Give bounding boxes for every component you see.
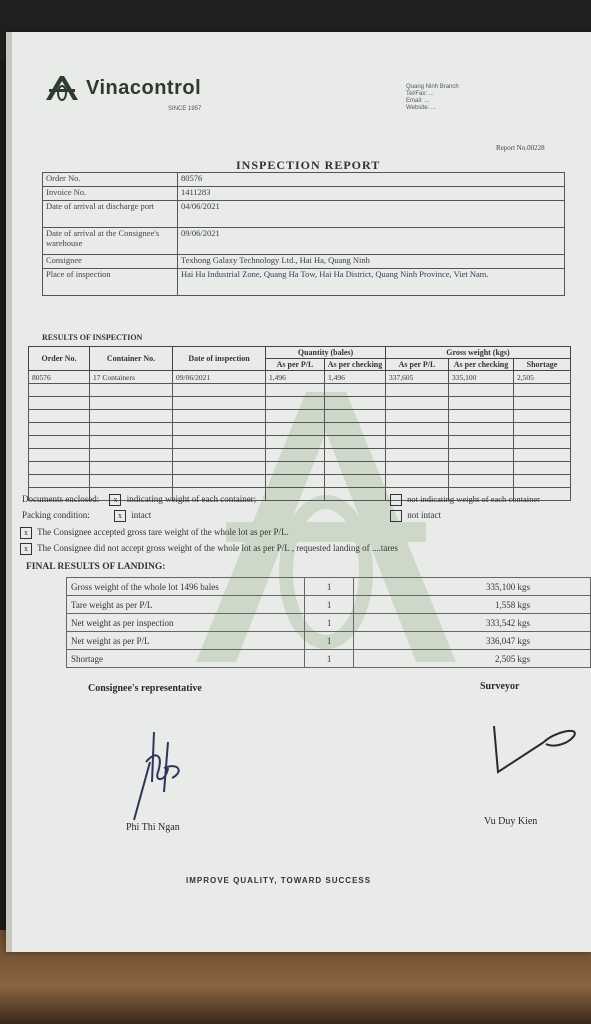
surveyor-title: Surveyor — [480, 681, 520, 692]
packing-intact: intact — [131, 510, 152, 521]
report-number: Report No.00228 — [496, 144, 545, 152]
documents-opt2-line — [390, 494, 540, 506]
documents-label: Documents enclosed: — [22, 494, 100, 505]
header-row — [43, 187, 565, 201]
header-label: Date of arrival at discharge port — [43, 201, 178, 228]
documents-opt2: not indicating weight of each container — [407, 494, 541, 504]
cell-container-no: 17 Containers — [90, 371, 173, 384]
cell-gross-pl: 337,605 — [386, 371, 449, 384]
final-row — [67, 614, 591, 632]
results-empty-row — [29, 397, 571, 410]
checkbox-not-indicating — [390, 494, 402, 506]
checkbox-indicating: x — [109, 494, 121, 506]
final-row-value: 335,100 kgs — [354, 578, 591, 596]
final-row-name: Net weight as per inspection — [67, 614, 305, 632]
contact-line: Tel/Fax: ... — [406, 91, 434, 97]
final-row-index: 1 — [305, 578, 354, 596]
final-row-name: Tare weight as per P/L — [67, 596, 305, 614]
header-label: Order No. — [43, 173, 178, 187]
vinacontrol-logo-icon — [44, 74, 80, 102]
results-data-row — [29, 371, 571, 384]
packing-not-intact-line — [390, 510, 441, 522]
company-name: Vinacontrol — [86, 76, 202, 99]
results-empty-row — [29, 449, 571, 462]
paper-edge — [6, 32, 12, 952]
col-order-no: Order No. — [29, 347, 90, 371]
header-label: Consignee — [43, 255, 178, 269]
results-empty-row — [29, 423, 571, 436]
header-table — [42, 172, 565, 296]
contact-line: Email: ... — [406, 98, 430, 104]
header-value: 80576 — [178, 173, 565, 187]
header-label: Place of inspection — [43, 269, 178, 296]
header-value: Hai Ha Industrial Zone, Quang Ha Tow, Hai Ha District, Quang Ninh Province, Viet Nam. — [178, 269, 565, 296]
final-row — [67, 596, 591, 614]
consignee-not-accepted-line — [20, 543, 398, 555]
results-header-row — [29, 347, 571, 359]
consignee-accepted-text: The Consignee accepted gross tare weight of the whole lot as per P/L. — [37, 527, 289, 538]
final-row-value: 2,505 kgs — [354, 650, 591, 668]
col-quantity: Quantity (bales) — [266, 347, 386, 359]
col-gross-check: As per checking — [449, 359, 514, 371]
cell-gross-check: 335,100 — [449, 371, 514, 384]
final-results-title: FINAL RESULTS OF LANDING: — [26, 562, 166, 572]
results-table — [28, 346, 571, 501]
checkbox-accepted: x — [20, 527, 32, 539]
report-title: INSPECTION REPORT — [236, 158, 381, 172]
results-empty-row — [29, 475, 571, 488]
packing-label: Packing condition: — [22, 510, 90, 521]
final-row — [67, 632, 591, 650]
header-value: 09/06/2021 — [178, 228, 565, 255]
company-logo — [44, 74, 201, 102]
col-qty-check: As per checking — [325, 359, 386, 371]
final-row-value: 336,047 kgs — [354, 632, 591, 650]
results-empty-row — [29, 384, 571, 397]
contact-line: Quang Ninh Branch — [406, 84, 459, 90]
documents-opt1: indicating weight of each container; — [126, 494, 257, 505]
final-row-name: Net weight as per P/L — [67, 632, 305, 650]
final-row-value: 1,558 kgs — [354, 596, 591, 614]
final-row-index: 1 — [305, 614, 354, 632]
final-row-name: Gross weight of the whole lot 1496 bales — [67, 578, 305, 596]
final-results-table — [66, 577, 591, 668]
header-value: Texhong Galaxy Technology Ltd., Hai Ha, Quang Ninh — [178, 255, 565, 269]
final-row-value: 333,542 kgs — [354, 614, 591, 632]
col-gross-weight: Gross weight (kgs) — [386, 347, 571, 359]
header-row — [43, 255, 565, 269]
checkbox-not-intact — [390, 510, 402, 522]
cell-order-no: 80576 — [29, 371, 90, 384]
company-slogan: IMPROVE QUALITY, TOWARD SUCCESS — [186, 876, 372, 885]
header-row — [43, 201, 565, 228]
document-sheet — [6, 32, 591, 952]
col-gross-pl: As per P/L — [386, 359, 449, 371]
cell-shortage: 2,505 — [514, 371, 571, 384]
documents-line — [22, 494, 256, 506]
results-empty-row — [29, 410, 571, 423]
checkbox-intact: x — [114, 510, 126, 522]
col-date: Date of inspection — [173, 347, 266, 371]
header-label: Date of arrival at the Consignee's warehouse — [43, 228, 178, 255]
consignee-not-accepted-text: The Consignee did not accept gross weight of the whole lot as per P/L , requested landing of ....tares — [37, 543, 398, 554]
cell-date: 09/06/2021 — [173, 371, 266, 384]
header-value: 04/06/2021 — [178, 201, 565, 228]
header-value: 1411283 — [178, 187, 565, 201]
cell-qty-check: 1,496 — [325, 371, 386, 384]
consignee-accepted-line — [20, 527, 289, 539]
col-container-no: Container No. — [90, 347, 173, 371]
packing-not-intact: not intact — [407, 510, 441, 521]
surveyor-signature — [484, 722, 584, 782]
header-row — [43, 173, 565, 187]
contact-line: Website: ... — [406, 105, 436, 111]
cell-qty-pl: 1,496 — [266, 371, 325, 384]
final-row-index: 1 — [305, 650, 354, 668]
consignee-signature — [124, 722, 204, 822]
header-row — [43, 228, 565, 255]
packing-line — [22, 510, 151, 522]
consignee-name: Phi Thi Ngan — [126, 822, 180, 833]
company-since: SINCE 1957 — [168, 106, 202, 112]
header-label: Invoice No. — [43, 187, 178, 201]
company-contact — [406, 84, 556, 112]
consignee-representative-title: Consignee's representative — [88, 683, 202, 694]
results-section-title: RESULTS OF INSPECTION — [42, 333, 143, 342]
results-empty-row — [29, 436, 571, 449]
header-row — [43, 269, 565, 296]
final-row-index: 1 — [305, 632, 354, 650]
surveyor-name: Vu Duy Kien — [484, 816, 538, 827]
final-row-name: Shortage — [67, 650, 305, 668]
final-row — [67, 650, 591, 668]
col-shortage: Shortage — [514, 359, 571, 371]
final-row-index: 1 — [305, 596, 354, 614]
results-empty-row — [29, 462, 571, 475]
col-qty-pl: As per P/L — [266, 359, 325, 371]
checkbox-not-accepted: x — [20, 543, 32, 555]
final-row — [67, 578, 591, 596]
